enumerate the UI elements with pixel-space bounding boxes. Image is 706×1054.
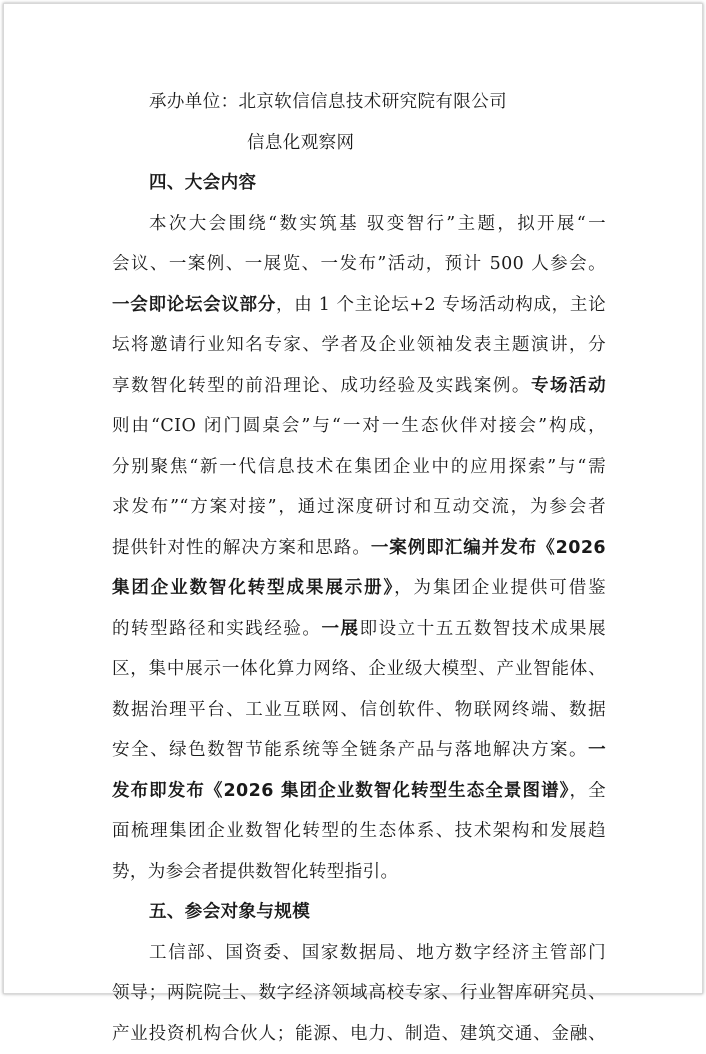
body-text: 产业投资机构合伙人；能源、电力、制造、建筑交通、金融、 [112, 1024, 606, 1044]
body-text: 面梳理集团企业数智化转型的生态体系、技术架构和发展趋 [112, 821, 606, 841]
paragraph-line [112, 447, 606, 488]
body-text: ，为集团企业提供可借鉴 [394, 578, 606, 598]
body-text: 数据治理平台、工业互联网、信创软件、物联网终端、数据 [112, 700, 606, 720]
organizer-line [112, 82, 606, 123]
paragraph-line [112, 609, 606, 650]
paragraph-line [112, 649, 606, 690]
body-text: 则由“CIO 闭门圆桌会”与“一对一生态伙伴对接会”构成， [112, 416, 606, 436]
body-text: 求发布”“方案对接”，通过深度研讨和互动交流，为参会者 [112, 497, 606, 517]
paragraph-line [112, 852, 606, 893]
bold-text: 一展 [321, 619, 359, 639]
section-5-heading: 五、参会对象与规模 [112, 892, 606, 933]
body-text: 工信部、国资委、国家数据局、地方数字经济主管部门 [149, 943, 606, 963]
body-text: ，由 1 个主论坛+2 专场活动构成，主论 [276, 295, 606, 315]
paragraph-line [112, 1014, 606, 1054]
paragraph-line [112, 933, 606, 974]
paragraph-line [112, 528, 606, 569]
paragraph-line [112, 730, 606, 771]
body-text: ，全 [570, 781, 606, 801]
body-text: 势，为参会者提供数智化转型指引。 [112, 862, 398, 882]
section-4-heading: 四、大会内容 [112, 163, 606, 204]
paragraph-line [112, 204, 606, 245]
body-text: 的转型路径和实践经验。 [112, 619, 321, 639]
body-text: 享数智化转型的前沿理论、成功经验及实践案例。 [112, 376, 531, 396]
body-text: 区，集中展示一体化算力网络、企业级大模型、产业智能体、 [112, 659, 606, 679]
organizer-primary: 北京软信信息技术研究院有限公司 [239, 92, 508, 112]
bold-text: 专场活动 [531, 376, 606, 396]
paragraph-line [112, 771, 606, 812]
paragraph-line [112, 244, 606, 285]
body-text: 坛将邀请行业知名专家、学者及企业领袖发表主题演讲，分 [112, 335, 606, 355]
body-text: 会议、一案例、一展览、一发布”活动，预计 500 人参会。 [112, 254, 606, 274]
paragraph-line [112, 811, 606, 852]
paragraph-line [112, 487, 606, 528]
bold-text: 集团企业数智化转型成果展示册》 [112, 578, 394, 598]
body-text: 分别聚焦“新一代信息技术在集团企业中的应用探索”与“需 [112, 457, 606, 477]
organizer-secondary: 信息化观察网 [247, 133, 354, 153]
bold-text: 一案例即汇编并发布《2026 [371, 538, 606, 558]
paragraph-line [112, 285, 606, 326]
bold-text: 发布即发布《2026 集团企业数智化转型生态全景图谱》 [112, 781, 570, 801]
organizer-line-2 [112, 123, 606, 164]
document-body [112, 82, 606, 1054]
body-text: 提供针对性的解决方案和思路。 [112, 538, 371, 558]
paragraph-line [112, 690, 606, 731]
section-4-body [112, 204, 606, 893]
paragraph-line [112, 973, 606, 1014]
bold-text: 一会即论坛会议部分 [112, 295, 276, 315]
body-text: 领导；两院院士、数字经济领域高校专家、行业智库研究员、 [112, 983, 606, 1003]
section-5-body [112, 933, 606, 1054]
paragraph-line [112, 406, 606, 447]
paragraph-line [112, 366, 606, 407]
paragraph-line [112, 568, 606, 609]
body-text: 即设立十五五数智技术成果展 [360, 619, 606, 639]
bold-text: 一 [588, 740, 606, 760]
body-text: 本次大会围绕“数实筑基 驭变智行”主题，拟开展“一 [149, 214, 606, 234]
document-page [3, 3, 703, 994]
body-text: 安全、绿色数智节能系统等全链条产品与落地解决方案。 [112, 740, 588, 760]
organizer-label: 承办单位： [149, 92, 239, 112]
paragraph-line [112, 325, 606, 366]
